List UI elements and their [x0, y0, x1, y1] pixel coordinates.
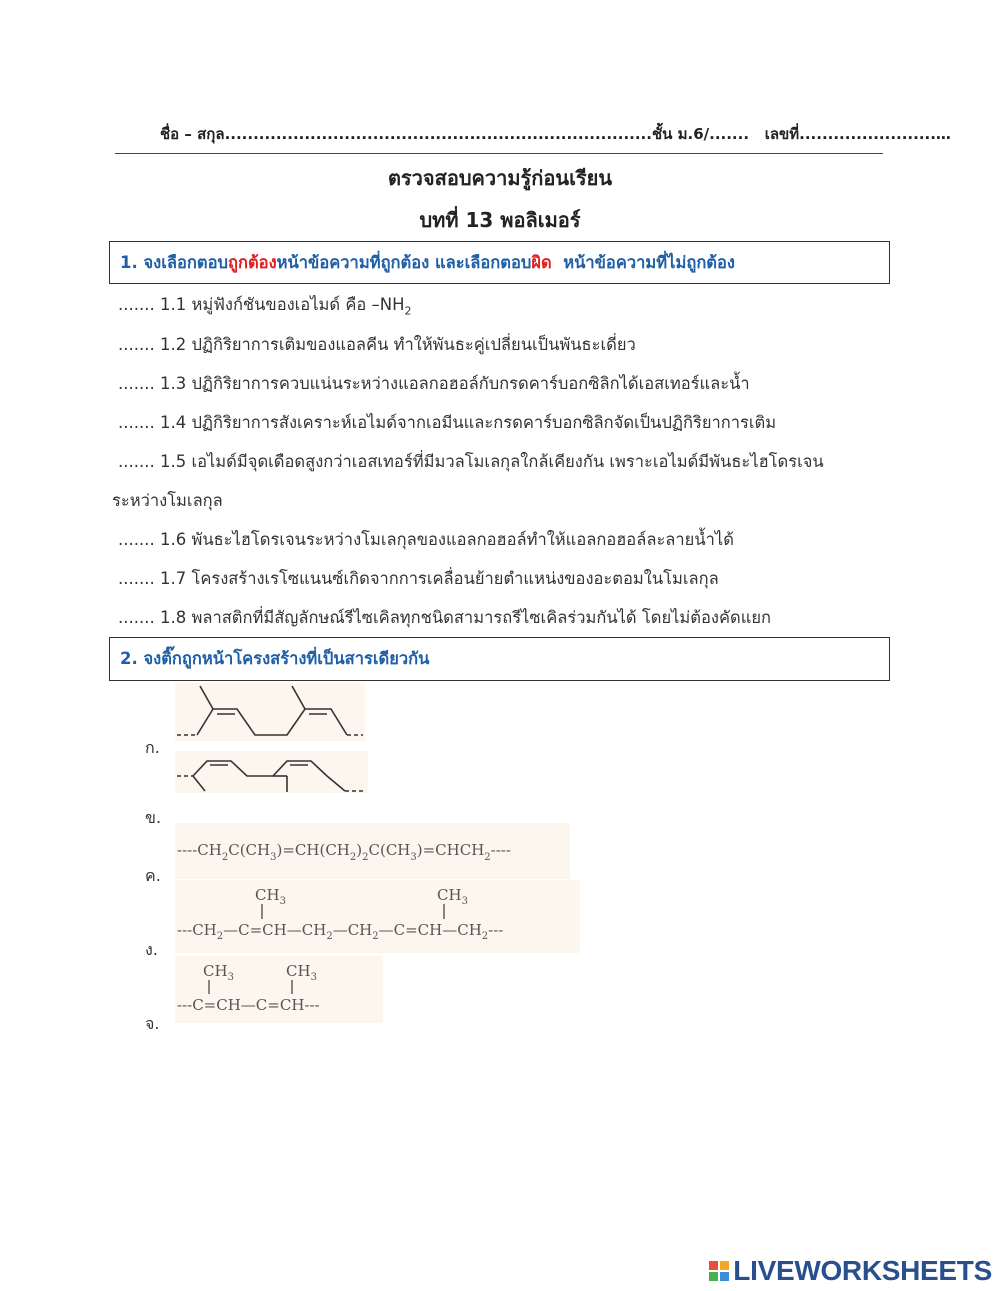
answer-blank[interactable]: .......: [118, 374, 155, 393]
option-label-e[interactable]: จ.: [145, 1014, 160, 1033]
answer-blank[interactable]: .......: [118, 608, 155, 627]
name-label: ชื่อ – สกุล: [160, 125, 225, 143]
header-divider: [115, 153, 883, 154]
answer-blank[interactable]: .......: [118, 530, 155, 549]
brand-name: LIVEWORKSHEETS: [733, 1255, 992, 1286]
skeletal-structure-b: [175, 751, 368, 793]
option-label-a[interactable]: ก.: [145, 738, 160, 757]
formula-d-chain: $---CH_2—C=CH—CH_2—CH_2—C=CH—CH_2---$: [177, 921, 504, 942]
number-blank[interactable]: ........................…: [799, 125, 951, 143]
question-1-2: ....... 1.2 ปฏิกิริยาการเติมของแอลคีน ทำให้พันธะคู่เปลี่ยนเป็นพันธะเดี่ยว: [118, 335, 636, 354]
answer-blank[interactable]: .......: [118, 452, 155, 471]
answer-blank[interactable]: .......: [118, 295, 155, 314]
logo-square-2: [720, 1261, 729, 1270]
option-label-c[interactable]: ค.: [145, 866, 161, 885]
structure-e: [175, 956, 383, 1023]
formula-c-text: $----CH_2C(CH_3)=CH(CH_2)_2C(CH_3)=CHCH_2----$: [177, 841, 511, 863]
page-title: ตรวจสอบความรู้ก่อนเรียน: [387, 166, 613, 190]
formula-structure-c: [175, 823, 570, 879]
question-1-3: ....... 1.3 ปฏิกิริยาการควบแน่นระหว่างแอลกอฮอล์กับกรดคาร์บอกซิลิกได้เอสเทอร์และน้ำ: [118, 374, 750, 393]
section1-instruction: 1. จงเลือกตอบ ถูกต้อง หน้าข้อความที่ถูกต้อง และเลือกตอบ ผิด หน้าข้อความที่ไม่ถูกต้อง: [109, 241, 890, 284]
structure-b: [175, 751, 368, 793]
word-false: ผิด: [531, 252, 552, 272]
methyl-group-1: $CH_3$: [255, 886, 286, 907]
answer-blank[interactable]: .......: [118, 569, 155, 588]
class-blank[interactable]: .......: [709, 125, 750, 143]
student-info-line: [160, 122, 951, 146]
question-1-4: ....... 1.4 ปฏิกิริยาการสังเคราะห์เอไมด์จากเอมีนและกรดคาร์บอกซิลิกจัดเป็นปฏิกิริยาการเติม: [118, 413, 777, 432]
formula-e-chain: ---C=CH—C=CH---: [177, 996, 320, 1014]
class-label: ชั้น ม.6/: [651, 125, 710, 143]
question-1-5: ....... 1.5 เอไมด์มีจุดเดือดสูงกว่าเอสเทอร์ที่มีมวลโมเลกุลใกล้เคียงกัน เพราะเอไมด์มีพันธะไฮโดรเจน: [118, 452, 824, 471]
question-1-5-continued: ระหว่างโมเลกุล: [112, 491, 223, 510]
question-1-7: ....... 1.7 โครงสร้างเรโซแนนซ์เกิดจากการเคลื่อนย้ายตำแหน่งของอะตอมในโมเลกุล: [118, 569, 719, 588]
logo-square-1: [709, 1261, 718, 1270]
structure-d: [175, 880, 580, 953]
logo-square-3: [709, 1272, 718, 1281]
section2-instruction: 2. จงติ๊กถูกหน้าโครงสร้างที่เป็นสารเดียวกัน: [109, 637, 890, 681]
methyl-group-2: $CH_3$: [286, 962, 317, 983]
chapter-title: บทที่ 13 พอลิเมอร์: [419, 208, 581, 232]
option-label-b[interactable]: ข.: [145, 808, 162, 827]
methyl-group-1: $CH_3$: [203, 962, 234, 983]
question-1-1: ....... 1.1 หมู่ฟังก์ชันของเอไมด์ คือ $-NH_2$: [118, 295, 412, 318]
formula-structure-d: [175, 880, 580, 953]
answer-blank[interactable]: .......: [118, 335, 155, 354]
logo-square-4: [720, 1272, 729, 1281]
formula-structure-e: [175, 956, 383, 1023]
logo-squares-icon: [709, 1261, 729, 1281]
word-true: ถูกต้อง: [227, 252, 277, 272]
methyl-group-2: $CH_3$: [437, 886, 468, 907]
skeletal-structure-a: [175, 683, 365, 741]
question-1-6: ....... 1.6 พันธะไฮโดรเจนระหว่างโมเลกุลของแอลกอฮอล์ทำให้แอลกอฮอล์ละลายน้ำได้: [118, 530, 734, 549]
name-blank[interactable]: ...........................................................................: [224, 125, 652, 143]
structure-c: [175, 823, 570, 879]
liveworksheets-logo: [709, 1255, 992, 1287]
option-label-d[interactable]: ง.: [145, 940, 158, 959]
number-label: เลขที่: [764, 125, 800, 143]
question-1-8: ....... 1.8 พลาสติกที่มีสัญลักษณ์รีไซเคิลทุกชนิดสามารถรีไซเคิลร่วมกันได้ โดยไม่ต้องคัดแยก: [118, 608, 772, 627]
structure-a: [175, 683, 365, 741]
answer-blank[interactable]: .......: [118, 413, 155, 432]
